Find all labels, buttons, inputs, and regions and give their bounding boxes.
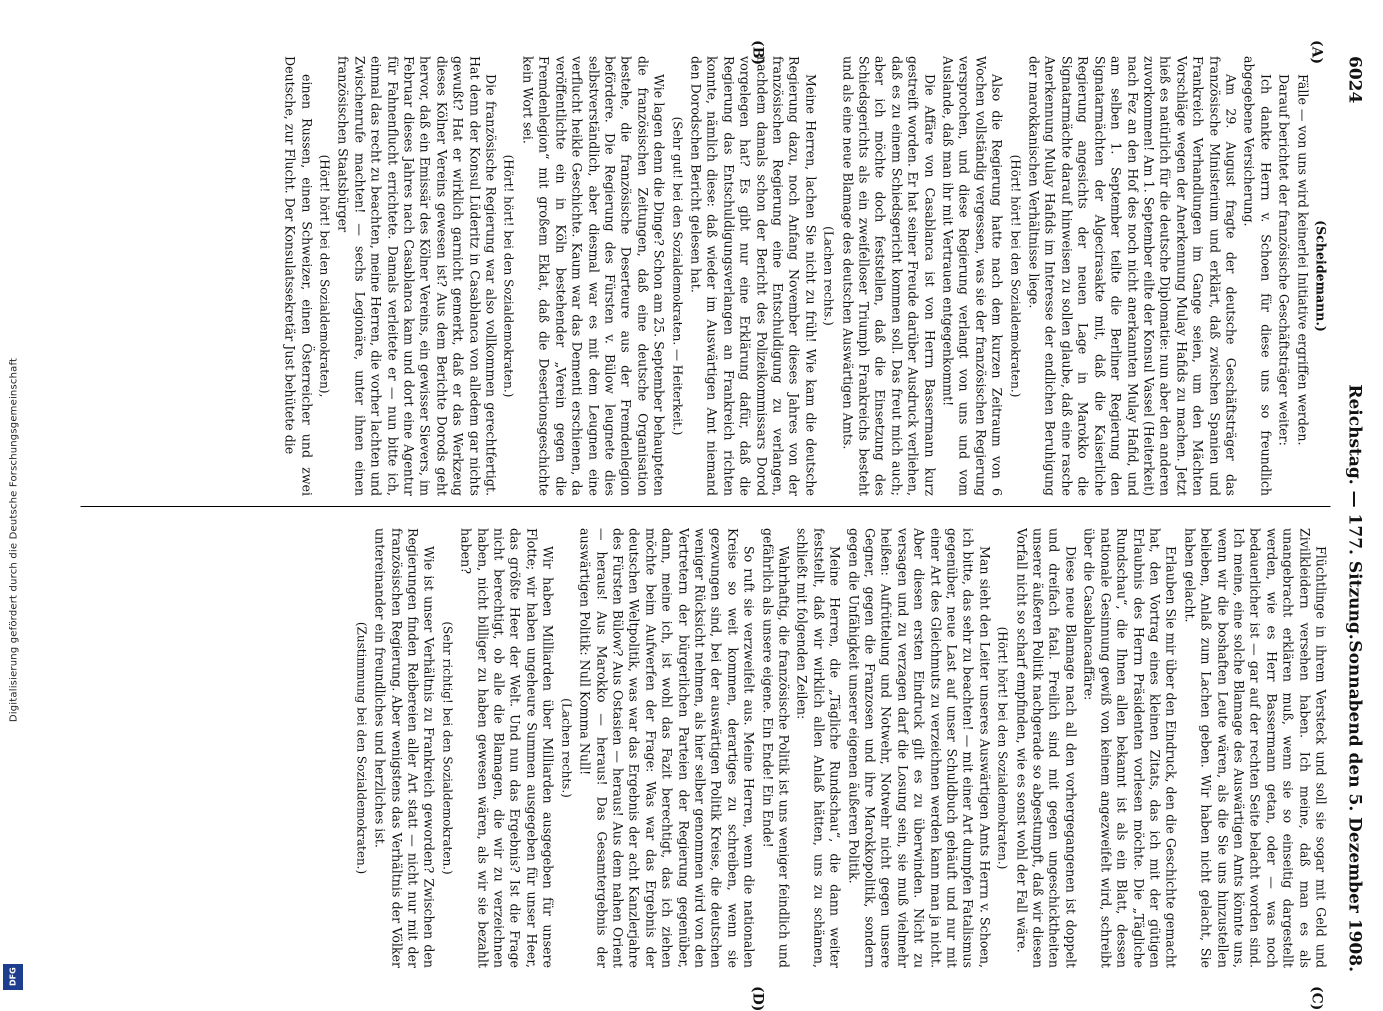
speaker-name: (Scheidemann.) [1313,220,1329,332]
interjection: (Hört! hört! bei den Sozialdemokraten.) [995,626,1010,870]
interjection: (Sehr gut! bei den Sozialdemokraten. — Heiterkeit.) [670,116,685,436]
paragraph: Erlauben Sie mir über den Eindruck, den die Geschichte gemacht hat, den Vortrag eines kleinen Zitats, das ich mit der gütigen Erlaubnis des Herrn Präsidenten vorlesen möchte. Die „Tägliche Rundschau“, die Ihnen allen bekannt ist als ein Blatt, dessen nationale Gesinnung gewiß von keinem angezweifelt wird, schreibt über die Casablancaaffäre: [1081,528,1179,968]
digitization-credit: Digitalisierung gefördert durch die Deutsche Forschungsgemeinschaft [8,357,20,723]
interjection: (Zustimmung bei den Sozialdemokraten.) [354,621,369,875]
paragraph: Wie lagen denn die Dinge? Schon am 25. September behaupteten die französischen Zeitungen, daß eine deutsche Organisation bestehe, die französische Deserteure aus der Fremdenlegion befördere. Die Regierung des Fürsten v. Bülow leugnete dies selbstverständlich, aber diesmal war es mit dem Leugnen eine verflucht heikle Geschichte. Kaum war das Dementi erschienen, da veröffentlichte ein in Köln bestehender „Verein gegen die Fremdenlegion“ mit großem Eklat, daß die Desertionsgeschichte kein Wort sei. [520,56,667,496]
paragraph: Also die Regierung hatte nach dem kurzen Zeitraum von 6 Wochen vollständig vergessen, was sie der französischen Regierung versprochen, und diese Regierung verlangt von uns und vom Auslande, daß man ihr mit Vertrauen entgegenkommt! [940,56,1005,496]
paragraph: So ruft sie verzweifelt aus. Meine Herren, wenn die nationalen Kreise so weit kommen, derartiges zu schreiben, wenn sie gezwungen sind, bei der auswärtigen Politik Kreise, die deutschen weniger Rücksicht nehmen, als hier selber genommen wird von den Vertretern der bürgerlichen Parteien der Regierung gegenüber, dann, meine ich, ist wohl das Fazit berechtigt, das ich ziehen möchte beim Aufwerfen der Frage: Was war das Ergebnis der deutschen Weltpolitik, was war das Ergebnis der acht Kanzlerjahre des Fürsten Bülow? Aus Ostasien — heraus! Aus dem nahen Orient — heraus! Aus Marokko — heraus! Das Gesamtergebnis der auswärtigen Politik: Null Komma Null! [577,528,757,968]
paragraph: einen Russen, einen Schweizer, einen Österreicher und zwei Deutsche, zur Flucht. Der Konsulatssekretär Just behütete die [282,56,315,496]
paragraph: Die Affäre von Casablanca ist von Herrn Bassermann kurz gestreift worden. Er hat seiner Freude darüber Ausdruck verliehen, daß es zu einem Schiedsgericht kommen soll. Das freut mich auch; aber ich möchte doch feststellen, daß die Einsetzung des Schiedsgerichts als ein zweifelloser Triumph Frankreichs besteht und als eine neue Blamage des deutschen Auswärtigen Amts. [840,56,938,496]
document-page [66,40,1371,1011]
margin-mark-b: (B) [749,40,766,66]
interjection: (Lachen rechts.) [821,226,836,326]
left-column [89,56,1329,496]
paragraph: Wahrhaftig, die französische Politik ist uns weniger feindlich und gefährlich als unsere eigene. Ein Ende! Ein Ende! [760,528,792,968]
margin-mark-d: (D) [749,986,766,1011]
dfg-logo: DFG [3,964,23,990]
page-number: 6024 [1344,56,1365,104]
running-title: Reichstag. — 177. Sitzung. [1344,384,1365,640]
paragraph: Meine Herren, die „Tägliche Rundschau“, die dann weiter feststellt, daß wir wirklich allen Anlaß hätten, uns zu schämen, schließt mit folgenden Zeilen: [794,528,843,968]
paragraph: Die französische Regierung war also vollkommen gerechtfertigt. Hat denn der Konsul Lüderitz in Casablanca von alledem gar nichts gewußt? Hat er wirklich garnicht gemerkt, daß er das Werkzeug dieses Kölner Vereins gewesen ist? Aus dem Berichte Dorods geht hervor, daß ein Emissär des Kölner Vereins, ein gewisser Sievers, im Februar dieses Jahres nach Casablanca kam und dort eine Agentur für Fahnenflucht errichtete. Damals verleitete er — nun bitte ich, einmal das recht zu beachten, meine Herren, die vorher lachten und Zwischenrufe machten! — sechs Legionäre, unter ihnen einen französischen Staatsbürger [335,56,499,496]
paragraph: Fälle — von uns wird keinerlei Initiative ergriffen werden. [1295,74,1311,446]
running-date: Sonnabend den 5. Dezember 1908. [1344,640,1365,972]
margin-mark-c: (C) [1308,986,1325,1011]
paragraph: Diese neue Blamage nach all den vorhergegangenen ist doppelt und dreifach fatal. Freilich sind mit gegen ungeschicktheiten unserer äußeren Politik nachgerade so abgestumpft, daß wir diesen Vorfall nicht so scharf empfinden, wie es sonst wohl der Fall wäre. [1014,528,1079,968]
credit-strip [0,0,28,1000]
paragraph: Meine Herren, lachen Sie nicht zu früh! Wie kam die deutsche Regierung dazu, noch Anfang November dieses Jahres von der französischen Regierung eine Entschuldigung zu verlangen, nachdem damals schon der Bericht des Polizeikommissars Dorod vorgelegen hat? Es gibt nur eine Erklärung dafür, daß die Regierung das Entschuldigungsverlangen an Frankreich richten konnte, nämlich diese: daß wieder im Auswärtigen Amt niemand den Dorodschen Bericht gelesen hat. [688,56,819,496]
interjection: (Sehr richtig! bei den Sozialdemokraten.) [440,621,455,875]
paragraph: Darauf berichtet der französische Geschäftsträger weiter: [1276,74,1292,446]
paragraph: Flüchtlinge in ihrem Versteck und soll sie sogar mit Geld und Zivilkleidern versehen haben. Ich meine, daß man es als unangebracht erklären muß, wenn sie so einseitig dargestellt werden, wie es Herr Bassermann getan, oder — was noch bedauerlicher ist — gar auf der rechten Seite belacht worden sind. Ich meine, eine solche Blamage des Auswärtigen Amts könnte uns, wenn wir die boshaften Leute wären, als die Sie uns hinzustellen belieben, Anlaß zum Lachen geben. Wir haben nicht gelacht, Sie haben gelacht. [1182,528,1329,968]
paragraph: Wie ist unser Verhältnis zu Frankreich geworden? Zwischen den Regierungen finden Reibereien aller Art statt — nicht nur mit der französischen Regierung. Aber wenigstens das Verhältnis der Völker untereinander ein freundliches und herzliches ist. [372,528,437,968]
interjection: (Hört! hört! bei den Sozialdemokraten), [317,154,332,398]
interjection: (Hört! hört! bei den Sozialdemokraten.) [502,154,516,398]
column-divider [81,506,1331,507]
paragraph: Wir haben Milliarden über Milliarden ausgegeben für unsere Flotte; wir haben ungeheure Summen ausgegeben für unser Heer, das größte Heer der Welt. Und nun das Ergebnis? Ist die Frage nicht berechtigt, ob alle die Blamagen, die wir zu verzeichnen haben, nicht billiger zu haben gewesen wären, als wir sie bezahlt haben? [458,528,556,968]
paragraph: Man sieht den Leiter unseres Auswärtigen Amts Herrn v. Schoen, ich bitte, das sehr zu beachten! — mit einer Art dumpfen Fatalismus gegenüber, neue Last auf unser Schuldbuch gehäuft und nur mit einer Art des Gleichmuts zu verzeichnen werden kann man ja nicht. Aber diesen ersten Eindruck gilt es zu überwinden. Nicht zu versagen und zu verzagen darf die Losung sein, sie muß vielmehr heißen: Aufrüttelung und Notwehr, Notwehr nicht gegen unsere Gegner, gegen die Franzosen und ihre Marokkopolitik, sondern gegen die Unfähigkeit unserer eigenen äußeren Politik. [846,528,993,968]
paragraph: Ich dankte Herrn v. Schoen für diese uns so freundlich abgegebene Versicherung. [1241,56,1274,496]
right-column [89,528,1329,968]
interjection: (Lachen rechts.) [559,698,574,798]
page-header [1337,42,1371,982]
interjection: (Hört! hört! bei den Sozialdemokraten.) [1008,154,1023,398]
paragraph: Am 29. August fragte der deutsche Geschäftsträger das französische Ministerium und erklärt, daß zwischen Spanien und Frankreich Verhandlungen im Gange seien, um den Mächten Vorschläge wegen der Anerkennung Mulay Hafids zu machen. Jetzt hieß es natürlich für die deutsche Diplomatie: nun aber den anderen zuvorkommen! Am 1. September eilte der Konsul Vassel (Heiterkeit) nach Fez an den Hof des noch nicht anerkannten Mulay Hafid, und am selben 1. September teilte die Berliner Regierung den Signatarmächten der Algecirasakte mit, daß die Kaiserliche Regierung angesichts der neuen Lage in Marokko die Signatarmächte darauf hinweisen zu sollen glaube, daß eine rasche Anerkennung Mulay Hafids im Interesse der endlichen Beruhigung der marokkanischen Verhältnisse liege. [1026,56,1239,496]
margin-mark-a: (A) [1308,40,1325,65]
